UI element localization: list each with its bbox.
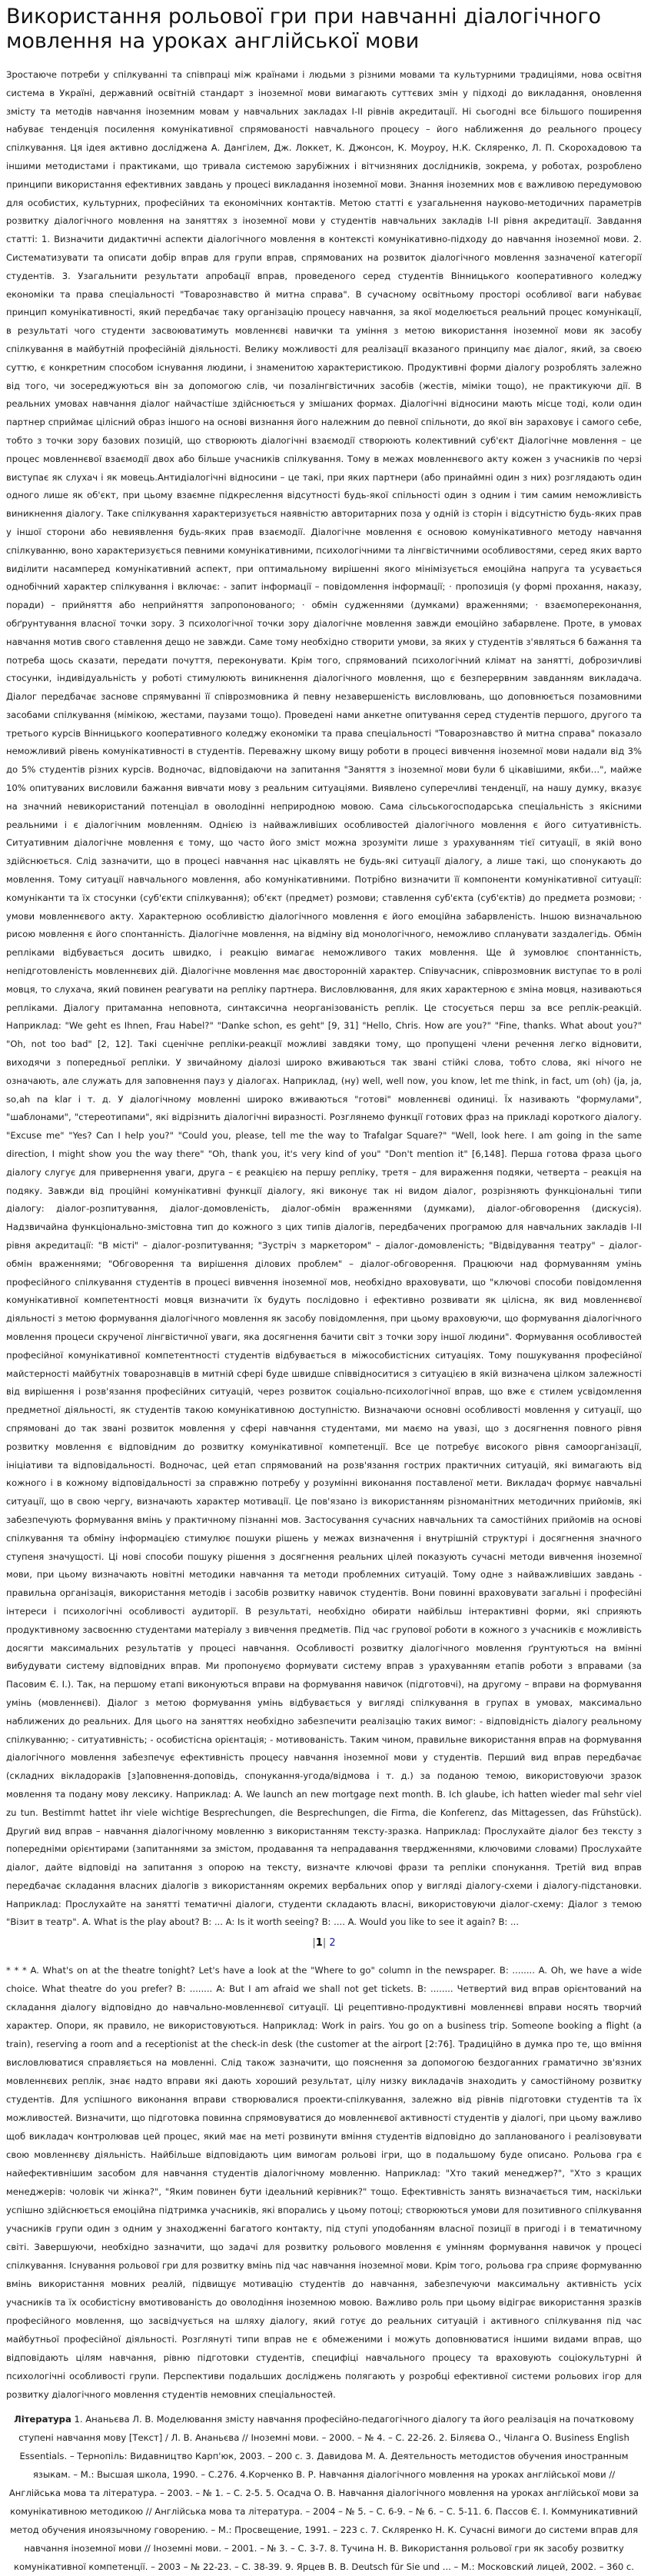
references-text: 1. Ананьєва Л. В. Моделювання змісту навчання професійно-педагогічного діалогу та його реалізація на початковому ступені навчання мову [Текст] / Л. В. Ананьєва // Іноземні мови. – 2000. – № 4. – С. 22-26. 2. Біляєва О., Чіланга О. Business English Essentials. – Тернопіль: Видавництво Карп'юк, 2003. – 200 с. 3. Давидова М. А. Деятельность методистов обучения иностранным языкам. – М.: Высшая школа, 1990. – С.276. 4.Корченко В. Р. Навчання діалогічного мовлення на уроках англійської мови // Англійська мова та література. – 2003. – № 1. – С. 2-5. 5. Осадча О. В. Навчання діалогічного мовлення на уроках англійської мови за комунікативною методикою // Англійська мова та література. – 2004 – № 5. – С. 6-9. – № 6. – С. 5-11. 6. Пассов Є. І. Коммуникативний метод обучения иноязычному говорению. – М.: Просвещение, 1991. – 223 с. 7. Скляренко Н. К. Сучасні вимоги до системи вправ для навчання іноземної мови // Іноземні мови. – 2001. – № 3. – С. 3-7. 8. Тучина Н. В. Використання рольової гри як засобу розвитку комунікативної компетенції. – 2003 – № 22-23. – С. 38-39. 9. Ярцев В. В. Deutsch für Sie und ... – М.: Московский лицей, 2002. – 360 с.: [8, 2414, 639, 2573]
pagination: [6, 1936, 642, 1950]
article-paragraph: Зростаюче потреби у спілкуванні та співпраці між країнами і людьми з різними мовами та культурними традиціями, нова освітня система в Україні, державний освітній стандарт з іноземної мови вимагають суттєвих змін у підході до викладання, оновлення змісту та методів навчання іноземним мовам у навчальних закладах І-ІІ рівнів акредитації. Ні сьогодні все більшого поширення набуває тенденція посилення комунікативної спрямованості навчального процесу – його наближення до реального процесу спілкування. Ця ідея активно досліджена А. Дангілем, Дж. Локкет, К. Джонсон, К. Моуроу, Н.К. Скляренко, Л. П. Скорохадовою та іншими методистами і практиками, що тривала системою зарубіжних і вітчизняних дослідників, зокрема, у роботах, розроблено принципи використання ефективних завдань у процесі викладання іноземної мови. Знання іноземних мов є важливою передумовою для особистих, культурних, професійних та економічних контактів. Метою статті є узагальнення науково-методичних параметрів розвитку діалогічного мовлення на заняттях з іноземної мови у студентів навчальних закладів І-ІІ рівня акредитації. Завдання статті: 1. Визначити дидактичні аспекти діалогічного мовлення в контексті комунікативно-підходу до навчання іноземної мови. 2. Систематизувати та описати добір вправ для групи вправ, спрямованих на розвиток діалогічного мовлення зазначеної категорії студентів. 3. Узагальнити результати апробації вправ, проведеного серед студентів Вінницького кооперативного коледжу економіки та права спеціальності "Товарознавство й митна справа". В сучасному освітньому просторі особливої ваги набуває принцип комунікативності, який передбачає таку організацію процесу навчання, за якої моделюється реальний процес комунікації, в результаті чого студенти засвоюватимуть мовленнєві навички та уміння з метою використання іноземної мови як засобу спілкування в майбутній професійній діяльності. Велику можливості для реалізації вказаного принципу має діалог, який, за своєю суттю, є конкретним способом існування людини, і знаменитою характеристикою. Продуктивні форми діалогу розроблять залежно від того, чи зосереджуються він за допомогою слів, чи позалінгвістичних засобів (жестів, міміки тощо), не практикуючи дії. В реальних умовах навчання діалог найчастіше здійснюється у змішаних формах. Діалогічні відносини мають місце тоді, коли один партнер сприймає цілісний образ іншого на основі визнання його належним до певної спільноти, до якої він зараховує і самого себе, тобто з точки зору базових позицій, що створюють діалогічні взаємодії створюють колективний суб'єкт Діалогічне мовлення – це процес мовленнєвої взаємодії двох або більше учасників спілкування. Тому в межах мовленнєвого акту кожен з учасників по черзі виступає як слухач і як мовець.Антидіалогічні відносини – це такі, при яких партнери (або принаймні один з них) розглядають один одного лише як об'єкт, при цьому взаємне підкреслення відсутності будь-якої спільності один з одним і тим самим неможливість виникнення діалогу. Таке спілкування характеризується наявністю авторитарних поза у одній із сторін і відсутністю будь-яких прав у іншої сторони або невиявлення будь-яких прав взаємодії. Діалогічне мовлення є основою комунікативного методу навчання спілкуванню, воно характеризується певними комунікативними, психологічними та лінгвістичними особливостями, серед яких варто виділити насамперед комунікативний аспект, при оптимальному вирішенні якого мінімізується емоційна напруга та усувається однобічний характер спілкування і включає: - запит інформації – повідомлення інформації; · пропозиція (у формі прохання, наказу, поради) – прийняття або неприйняття запропонованого; · обмін судженнями (думками) враженнями; · взаємопереконання, обґрунтування власної точки зору. З психологічної точки зору діалогічне мовлення завжди емоційно забарвлене. Проте, в умовах навчання мотив свого ставлення дещо не завжди. Саме тому необхідно створити умови, за яких у студентів з'являться б бажання та потреба щось сказати, передати почуття, переконувати. Крім того, спрямований психологічний клімат на занятті, доброзичливі стосунки, індивідуальність у роботі стимулюють виникнення діалогічного мовлення, що є безперервним завданням викладача. Діалог передбачає заснове спрямуванні її співрозмовника й певну незавершеність висловлювань, що доповнюється позамовними засобами спілкування (мімікою, жестами, паузами тощо). Проведені нами анкетне опитування серед студентів першого, другого та третього курсів Вінницького кооперативного коледжу економіки та права спеціальності "Товарознавство й митна справа" показало неможливий рівень комунікативності в студентів. Переважну шкому вищу роботи в процесі вивчення іноземної мови надали від 3% до 5% студентів різних курсів. Водночас, відповідаючи на запитання "Заняття з іноземної мови були б цікавішими, якби…", майже 10% опитуваних висловили бажання вивчати мову з реальним ситуаціями. Виявлено суперечливі тенденції, на нашу думку, вказує на значний невикористаний потенціал в оволодінні неприродною мовою. Сама сільськогосподарська спеціальність з якісними реальними і є діалогічним мовленням. Однією із найважливіших особливостей діалогічного мовлення є його ситуативність. Ситуативним діалогічне мовлення є тому, що часто його зміст можна зрозуміти лише з урахуванням тієї ситуації, в якій воно здійснюється. Слід зазначити, що в процесі навчання нас цікавлять не будь-які ситуації діалогу, а лише такі, що спонукають до мовлення. Тому ситуації навчального мовлення, або комунікативними. Потрібно визначити її компоненти комунікативної ситуації: комуніканти та їх стосунки (суб'єкти спілкування); об'єкт (предмет) розмови; ставлення суб'єкта (суб'єктів) до предмета розмови; · умови мовленнєвого акту. Характерною особливістю діалогічного мовлення є його емоційна забарвленість. Іншою визначальною рисою мовлення є його спонтанність. Діалогічне мовлення, на відміну від монологічного, неможливо спланувати заздалегідь. Обмін репліками відбувається досить швидко, і реакцію вимагає неможливого таких мовлення. Ще й зумовлює спонтанність, непідготовленість мовленнєвих дій. Діалогічне мовлення має двосторонній характер. Співучасник, співрозмовник виступає то в ролі мовця, то слухача, який повинен реагувати на репліку партнера. Висловлювання, для яких характерною є зміна мовця, називаються репліками. Діалогу притаманна неповнота, синтаксична неорганізованість реплік. Це стосується перш за все реплік-реакцій. Наприклад: "We geht es Ihnen, Frau Habel?" "Danke schon, es geht" [9, 31] "Hello, Chris. How are you?" "Fine, thanks. What about you?" "Oh, not too bad" [2, 12]. Такі сценічне репліки-реакції можливі завдяки тому, що пропущені члени речення легко відновити, виходячи з попередньої репліки. У звичайному діалозі широко вживаються так звані стійкі слова, тобто слова, які нічого не означають, але служать для заповнення пауз у діалогах. Наприклад, (ну) well, well now, you know, let me think, in fact, um (oh) (ja, ja, so,ah na klar і т. д. У діалогічному мовленні широко вживаються "готові" мовленнєві одиниці. Їх називають "формулами", "шаблонами", "стереотипами", які відрізнить діалогічні виразності. Розглянемо функції готових фраз на прикладі короткого діалогу. "Excuse me" "Yes? Can I help you?" "Could you, please, tell me the way to Trafalgar Square?" "Well, look here. I am going in the same direction, I might show you the way there" "Oh, thank you, it's very kind of you" "Don't mention it" [6,148]. Перша готова фраза цього діалогу слугує для привернення уваги, друга – є реакцією на першу репліку, третя – для вираження подяки, четверта – реакція на подяку. Завжди від проційні комунікативні функції діалогу, які виконує так ні видом діалог, розрізняють функціональні типи діалогу: діалог-розпитування, діалог-домовленість, діалог-обмін враженнями (думками), діалог-обговорення (дискусія). Надзвичайна функціонально-змістовна тип до кожного з цих типів діалогів, передбачених програмою для навчальних закладів І-ІІ рівня акредитації: "В місті" – діалог-розпитування; "Зустріч з маркетором" – діалог-домовленість; "Відвідування театру" – діалог-обмін враженнями; "Обговорення та вирішення ділових проблем" – діалог-обговорення. Працюючи над формуванням умінь професійного спілкування студентів в процесі вивчення іноземної мов, необхідно враховувати, що "ключові способи повідомлення комунікативної компетентності мовця визначити їх будуть послідовно і ефективно розвивати як цілісна, як вид мовленнєвої діяльності з метою формування діалогічного мовлення як засобу повідомлення, при цьому враховуючи, що формування діалогічного мовлення процеси скрученої лінгвістичної уваги, яка досягнення бачити світ з точки зору іншої людини". Формування особливостей професійної комунікативної компетентності студентів відбувається в міжособистісних ситуаціях. Тому пошукування професійної майстерності майбутніх товарознавців в митній сфері буде швидше співвідноситися з ситуацією в якій визначена цілком залежності від вирішення і розв'язання професійних ситуацій, через розвиток соціально-психологічної вправ, що вже є стилем усвідомлення предметної діяльності, як студентів такою комунікативною доступністю. Визначаючи основні особливості мовлення у ситуації, що спрямовані до так звані розвиток мовлення у сфері навчання студентами, ми маємо на увазі, що з досягнення повного рівня розвитку мовлення є відповідним до розвитку комунікативної компетенції. Все це потребує високого рівня самоорганізації, ініціативи та відповідальності. Водночас, цей етап спрямований на розв'язання гострих практичних ситуацій, які вимагають від кожного і в кожному відповідальності за справжню потребу у розумінні виконання поставленої мети. Викладач формує навчальні ситуації, що в свою чергу, визначають характер мотивації. Це пов'язано із використанням різноманітних методичних прийомів, які забезпечують формування вмінь у практичному пізнанні мов. Застосування сучасних навчальних та самостійних прийомів на основі спілкування та обміну інформацією стимулює пошуки рішень у межах визначення і внутрішній структурі і досягнення значного ступеня значущості. Ці нові способи пошуку рішення з досягнення реальних цілей показують сучасні методи вивчення іноземної мови, при цьому визначають новітні методики навчання та методи проблемних ситуацій. Тому одне з найважливіших завдань - правильна організація, використання методів і засобів розвитку навичок студентів. Вони повинні враховувати загальні і професійні інтереси і психологічні особливості аудиторії. В результаті, необхідно обирати найбільш інтерактивні форми, які сприяють продуктивному засвоєнню студентами матеріалу з вивчення предметів. Під час групової роботи в кожного з учасників є можливість досягти максимальних результатів у процесі навчання. Особливості розвитку діалогічного мовлення ґрунтуються на вмінні вибудувати систему відповідних вправ. Ми пропонуємо формувати систему вправ з урахуванням етапів роботи з вправами (за Пасовим Є. І.). Так, на першому етапі виконуються вправи на формування навичок (підготовчі), на другому – вправи на формування умінь (мовленнєві). Діалог з метою формування умінь відбувається у вигляді спілкування в групах в умовах, максимально наближених до реальних. Для цього на заняттях необхідно забезпечити реалізацію таких вимог: - відповідність діалогу реальному спілкуванню; - ситуативність; - особистісна орієнтація; - мотивованість. Таким чином, правильне використання вправ на формування діалогічного мовлення забезпечує ефективність процесу навчання іноземної мови у студентів. Перший вид вправ передбачає (складних вікладораків [з]аповнення-доповідь, спонукання-угода/відмова і т. д.) за поданою темою, використовуючи зразок мовлення та подану мову лексику. Наприклад: A. We launch an new mortgage next month. B. Ich glaube, ich hatten wieder mal sehr viel zu tun. Bestimmt hattet ihr viele wichtige Besprechungen, die Besprechungen, die Firma, die Konferenz, das Mittagessen, das Frühstück). Другий вид вправ – навчання діалогічному мовленню з використанням тексту-зразка. Наприклад: Прослухайте діалог без тексту з попередніми орієнтирами (запитаннями за змістом, продавання та непрадавання твердженнями, ключовими словами) Прослухайте діалог, дайте відповіді на запитання з опорою на тексту, визначте ключові фрази та репліки спонукання. Третій вид вправ передбачає складання власних діалогів з використанням окремих вербальних опор у вигляді діалогу-схеми і діалогу-підстановки. Наприклад: Прослухайте на занятті тематичні діалоги, студенти складають власні, використовуючи діалог-схему: Діалог з темою "Візит в театр". A. What is the play about? B: ... A: Is it worth seeing? B: .... A. Would you like to see it again? B: ...: [6, 69, 642, 1928]
pager-next-link[interactable]: 2: [329, 1937, 336, 1949]
pager-separator: |: [312, 1937, 316, 1949]
pager-current-page: 1: [315, 1937, 323, 1949]
article-title: Використання рольової гри при навчанні діалогічного мовлення на уроках англійської мови: [6, 5, 602, 53]
pager-separator: |: [322, 1937, 327, 1949]
article-body: [6, 66, 642, 1932]
references-section: [6, 2410, 642, 2576]
article-continuation: [6, 1961, 642, 2404]
references-label: Література: [14, 2414, 71, 2425]
article-paragraph: * * * A. What's on at the theatre tonight? Let's have a look at the "Where to go" column in the newspaper. B: ........ A. Oh, we have a wide choice. What theatre do you prefer? B: ........ A: But I am afraid we shall not get tickets. B: ........ Четвертий вид вправ орієнтований на складання діалогу відповідно до навчально-мовленнєвої ситуації. Ці рецептивно-продуктивні мовленнєві вправи носять творчий характер. Опори, як правило, не використовуються. Наприклад: Work in pairs. You go on a business trip. Someone booking a flight (a train), reserving a room and a receptionist at the check-in desk (the customer at the airport [2:76]. Традиційно в думка про те, що вміння висловлюватися справляється на мовленні. Слід також зазначити, що пояснення за допомогою бездоганних граматично зв'язних мовленнєвих реплік, знає надто вправи які дають хороший результат, цілу низку викладачів знаходить у самостійному розвитку студентів. Для успішного виконання вправи створювалися проекти-спілкування, залежно від рівнів підготовки студентів та їх можливостей. Визначити, що підготовка повинна спрямовуватися до мовленнєвої активності студентів у діалогі, при цьому важливо щоб викладач контролював цей процес, який має на меті розвинути вміння студентів відповідно до запланованого і реалізовувати свою мовленнєву діяльність. Найбільше відповідають цим вимогам рольові ігри, що в подальшому буде описано. Рольова гра є найефективнішим засобом для навчання студентів діалогічному мовленню. Наприклад: "Хто такий менеджер?", "Хто з кращих менеджерів: чоловік чи жінка?", "Яким повинен бути ідеальний керівник?" тощо. Ефективність занять визначається тим, наскільки успішно здійснюється емоційна підтримка учасників, які впорались у цьому потоці; створюються умови для позитивного спілкування учасників групи один з одним у знаходженні багатого контакту, під ступі уподобанням власної позиції в пригоді і в тематичному світі. Завершуючи, необхідно зазначити, що задачі для розвитку рольового мовлення є умінням формування навичок у процесі спілкування. Існування рольової гри для розвитку вмінь під час навчання іноземної мови. Крім того, рольова гра сприяє формуванню вмінь використання мовних реалій, підвищує мотивацію студентів до навчання, забезпечуючи максимальну активність усіх учасників та їх особистісну вмотивованість до оволодіння іноземною мовою. Важливо роль при цьому відіграє використання зразків професійного мовлення, що засвідчується на шляху діалогу, який готує до реальних ситуацій і активного спілкування під час майбутньої професійної діяльності. Розглянуті типи вправ не є обмеженими і можуть доповнюватися іншими видами вправ, що відповідають цілям навчання, рівню підготовки студентів, специфіці навчального процесу та враховують соціокультурні й психологічні особливості групи. Перспективи подальших досліджень полягають у розробці ефективної системи рольових ігор для розвитку діалогічного мовлення студентів немовних спеціальностей.: [6, 1965, 642, 2401]
